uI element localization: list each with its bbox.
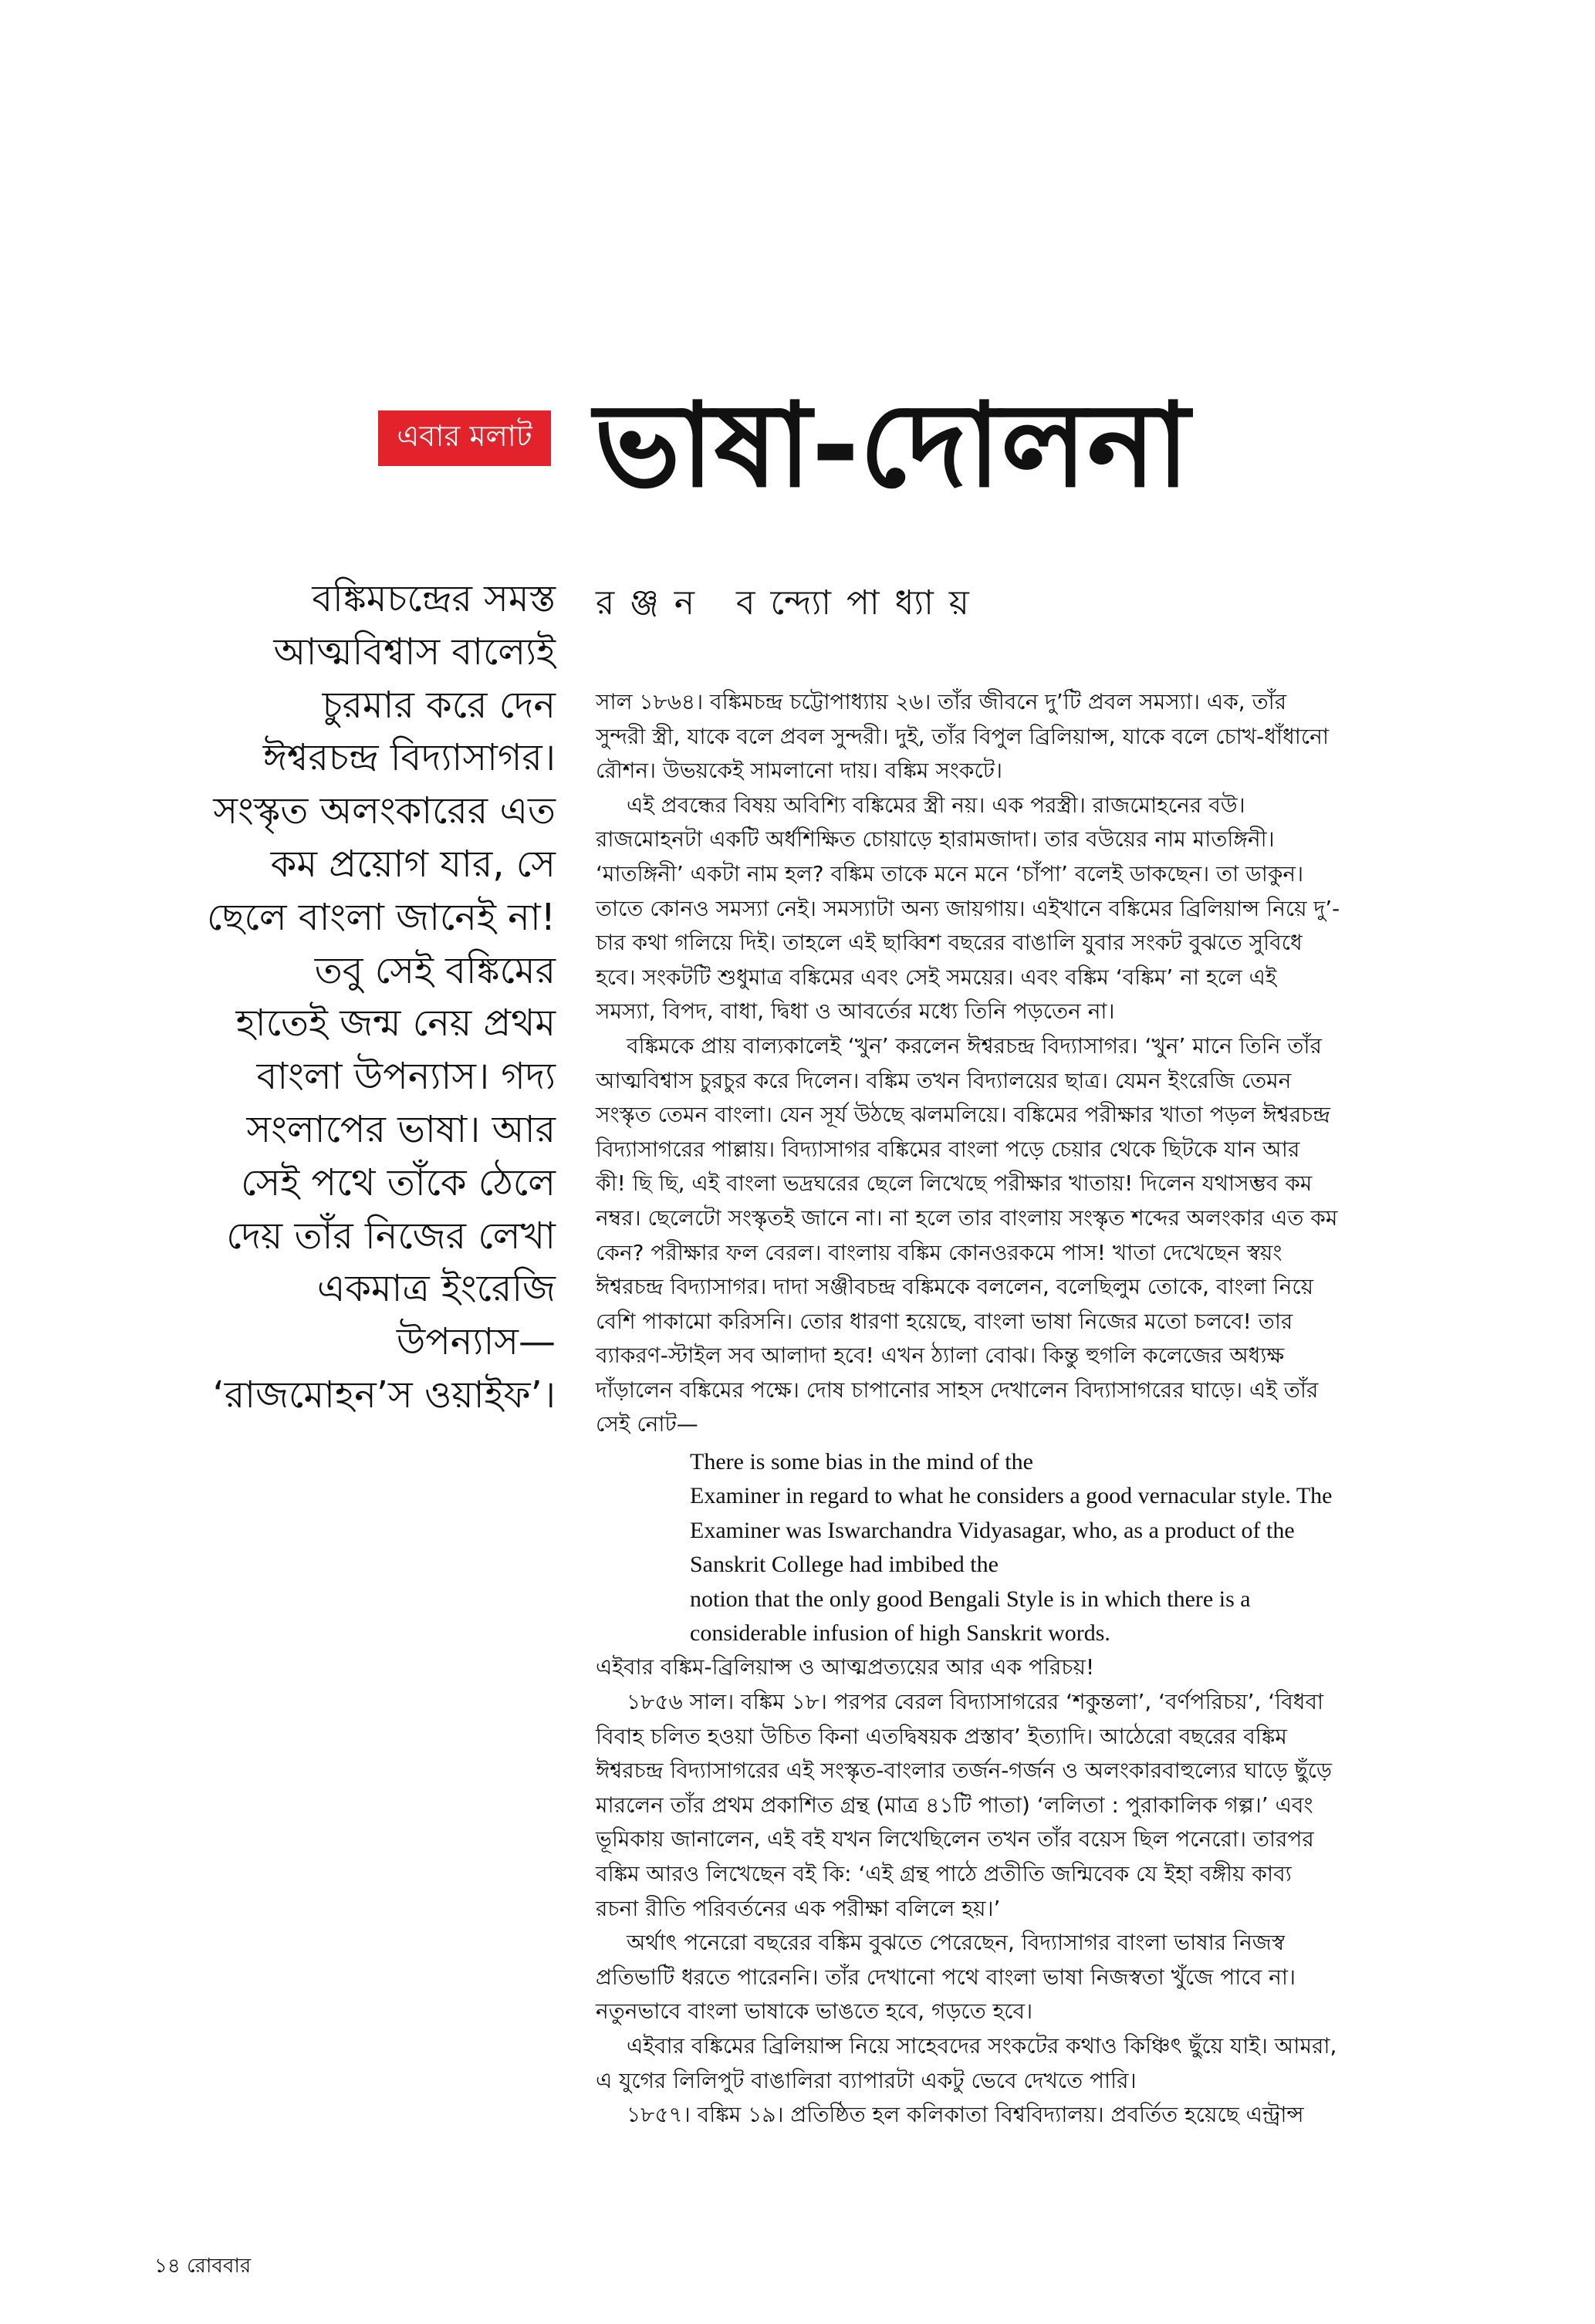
pull-quote-line: সংস্কৃত অলংকারের এত [213, 789, 556, 833]
quote-line: Sanskrit College had imbibed the [690, 1552, 999, 1578]
pull-quote-line: দেয় তাঁর নিজের লেখা [226, 1214, 556, 1258]
text-line: মারলেন তাঁর প্রথম প্রকাশিত গ্রন্থ (মাত্র ৪১টি পাতা) ‘ললিতা : পুরাকালিক গল্প।’ এবং [596, 1792, 1313, 1818]
article-title: ভাষা-দোলনা [594, 379, 1190, 513]
paragraph [596, 685, 1421, 789]
text-line: ‘মাতঙ্গিনী’ একটা নাম হল? বঙ্কিম তাকে মনে মনে ‘চাঁপা’ বলেই ডাকছেন। তা ডাকুন। [596, 860, 1304, 887]
text-line: বঙ্কিম আরও লিখেছেন বই কি: ‘এই গ্রন্থ পাঠে প্রতীতি জন্মিবেক যে ইহা বঙ্গীয় কাব্য [596, 1860, 1292, 1887]
text-line: বিবাহ চলিত হওয়া উচিত কিনা এতদ্বিষয়ক প্রস্তাব’ ইত্যাদি। আঠেরো বছরের বঙ্কিম [596, 1723, 1287, 1749]
pull-quote-line: একমাত্র ইংরেজি [316, 1267, 556, 1311]
text-line: কী! ছি ছি, এই বাংলা ভদ্রঘরের ছেলে লিখেছে পরীক্ষার খাতায়! দিলেন যথাসম্ভব কম [596, 1170, 1313, 1197]
pull-quote [154, 573, 556, 1422]
quote-line: considerable infusion of high Sanskrit words. [690, 1620, 1110, 1647]
text-line: ঈশ্বরচন্দ্র বিদ্যাসাগর। দাদা সঞ্জীবচন্দ্র বঙ্কিমকে বললেন, বলেছিলুম তোকে, বাংলা নিয়ে [596, 1274, 1314, 1300]
author-byline: রঞ্জন বন্দ্যোপাধ্যায় [596, 583, 985, 623]
text-line: রৌশন। উভয়কেই সামলানো দায়। বঙ্কিম সংকটে। [596, 758, 1003, 784]
text-line: রচনা রীতি পরিবর্তনের এক পরীক্ষা বলিলে হয়।’ [596, 1895, 1001, 1921]
pull-quote-line: বঙ্কিমচন্দ্রের সমস্ত [312, 577, 556, 620]
text-line: দাঁড়ালেন বঙ্কিমের পক্ষে। দোষ চাপানোর সাহস দেখালেন বিদ্যাসাগরের ঘাড়ে। এই তাঁর [596, 1376, 1319, 1403]
paragraph [596, 1926, 1421, 2029]
text-line: সংস্কৃত তেমন বাংলা। যেন সূর্য উঠছে ঝলমলিয়ে। বঙ্কিমের পরীক্ষার খাতা পড়ল ঈশ্বরচন্দ্র [596, 1102, 1330, 1128]
pull-quote-line: আত্মবিশ্বাস বাল্যেই [273, 630, 556, 674]
text-line: নম্বর। ছেলেটো সংস্কৃতই জানে না। না হলে তার বাংলায় সংস্কৃত শব্দের অলংকার এত কম [596, 1204, 1338, 1231]
paragraph [596, 1650, 1421, 1685]
page-footer: ১৪ রোববার [154, 2255, 252, 2278]
paragraph [596, 2029, 1421, 2098]
pull-quote-line: বাংলা উপন্যাস। গদ্য [256, 1055, 556, 1099]
text-line: ঈশ্বরচন্দ্র বিদ্যাসাগরের এই সংস্কৃত-বাংলার তর্জন-গর্জন ও অলংকারবাহুল্যের ঘাড়ে ছুঁড়ে [596, 1758, 1332, 1784]
text-line: সেই নোট— [596, 1411, 698, 1437]
text-line: বিদ্যাসাগরের পাল্লায়। বিদ্যাসাগর বঙ্কিমের বাংলা পড়ে চেয়ার থেকে ছিটকে যান আর [596, 1136, 1300, 1162]
pull-quote-line: তবু সেই বঙ্কিমের [314, 948, 556, 992]
text-line: নতুনভাবে বাংলা ভাষাকে ভাঙতে হবে, গড়তে হবে। [596, 1998, 1033, 2025]
text-line: বঙ্কিমকে প্রায় বাল্যকালেই ‘খুন’ করলেন ঈশ্বরচন্দ্র বিদ্যাসাগর। ‘খুন’ মানে তিনি তাঁর [627, 1032, 1322, 1059]
quote-line: Examiner in regard to what he considers a good vernacular style. The [690, 1483, 1333, 1509]
text-line: সাল ১৮৬৪। বঙ্কিমচন্দ্র চট্টোপাধ্যায় ২৬। তাঁর জীবনে দু’টি প্রবল সমস্যা। এক, তাঁর [596, 689, 1287, 714]
pull-quote-line: ঈশ্বরচন্দ্র বিদ্যাসাগর। [262, 736, 556, 780]
text-line: প্রতিভাটি ধরতে পারেননি। তাঁর দেখানো পথে বাংলা ভাষা নিজস্বতা খুঁজে পাবে না। [596, 1964, 1296, 1990]
pull-quote-line: সংলাপের ভাষা। আর [246, 1107, 556, 1151]
text-line: সমস্যা, বিপদ, বাধা, দ্বিধা ও আবর্তের মধ্যে তিনি পড়তেন না। [596, 998, 1115, 1025]
quote-line: Examiner was Iswarchandra Vidyasagar, who, as a product of the [690, 1517, 1295, 1543]
section-label: এবার মলাট [378, 410, 551, 466]
quote-line: notion that the only good Bengali Style is in which there is a [690, 1586, 1251, 1612]
text-line: অর্থাৎ পনেরো বছরের বঙ্কিম বুঝতে পেরেছেন, বিদ্যাসাগর বাংলা ভাষার নিজস্ব [627, 1930, 1285, 1956]
article-body [596, 685, 1421, 2133]
text-line: ১৮৫৬ সাল। বঙ্কিম ১৮। পরপর বেরল বিদ্যাসাগরের ‘শকুন্তলা’, ‘বর্ণপরিচয়’, ‘বিধবা [627, 1689, 1324, 1714]
text-line: তাতে কোনও সমস্যা নেই। সমস্যাটা অন্য জায়গায়। এইখানে বঙ্কিমের ব্রিলিয়ান্স নিয়ে দু’- [596, 895, 1340, 921]
pull-quote-line: সেই পথে তাঁকে ঠেলে [241, 1160, 556, 1204]
text-line: এ যুগের লিলিপুট বাঙালিরা ব্যাপারটা একটু ভেবে দেখতে পারি। [596, 2067, 1137, 2093]
paragraph [596, 1029, 1421, 1442]
text-line: সুন্দরী স্ত্রী, যাকে বলে প্রবল সুন্দরী। দুই, তাঁর বিপুল ব্রিলিয়ান্স, যাকে বলে চোখ-ধাঁধানো [596, 723, 1329, 749]
pull-quote-line: হাতেই জন্ম নেয় প্রথম [235, 1002, 556, 1045]
pull-quote-line: ‘রাজমোহন’স ওয়াইফ’। [212, 1373, 556, 1417]
text-line: চার কথা গলিয়ে দিই। তাহলে এই ছাব্বিশ বছরের বাঙালি যুবার সংকট বুঝতে সুবিধে [596, 930, 1303, 956]
paragraph [596, 789, 1421, 1029]
text-line: রাজমোহনটা একটি অর্ধশিক্ষিত চোয়াড়ে হারামজাদা। তার বউয়ের নাম মাতঙ্গিনী। [596, 826, 1275, 853]
paragraph [596, 2098, 1421, 2133]
text-line: এইবার বঙ্কিম-ব্রিলিয়ান্স ও আত্মপ্রত্যয়ের আর এক পরিচয়! [596, 1654, 1095, 1681]
pull-quote-line: উপন্যাস— [396, 1320, 556, 1364]
english-quote [690, 1445, 1421, 1650]
text-line: এই প্রবন্ধের বিষয় অবিশ্যি বঙ্কিমের স্ত্রী নয়। এক পরস্ত্রী। রাজমোহনের বউ। [627, 792, 1245, 818]
text-line: কেন? পরীক্ষার ফল বেরল। বাংলায় বঙ্কিম কোনওরকমে পাস! খাতা দেখেছেন স্বয়ং [596, 1239, 1282, 1265]
text-line: বেশি পাকামো করিসনি। তোর ধারণা হয়েছে, বাংলা ভাষা নিজের মতো চলবে! তার [596, 1308, 1293, 1334]
paragraph [596, 1685, 1421, 1926]
text-line: এইবার বঙ্কিমের ব্রিলিয়ান্স নিয়ে সাহেবদের সংকটের কথাও কিঞ্চিৎ ছুঁয়ে যাই। আমরা, [627, 2032, 1337, 2059]
text-line: আত্মবিশ্বাস চুরচুর করে দিলেন। বঙ্কিম তখন বিদ্যালয়ের ছাত্র। যেমন ইংরেজি তেমন [596, 1067, 1292, 1093]
pull-quote-line: কম প্রয়োগ যার, সে [270, 842, 556, 886]
text-line: ভূমিকায় জানালেন, এই বই যখন লিখেছিলেন তখন তাঁর বয়েস ছিল পনেরো। তারপর [596, 1826, 1314, 1853]
pull-quote-line: চুরমার করে দেন [322, 683, 556, 727]
text-line: হবে। সংকটটি শুধুমাত্র বঙ্কিমের এবং সেই সময়ের। এবং বঙ্কিম ‘বঙ্কিম’ না হলে এই [596, 964, 1277, 990]
text-line: ব্যাকরণ-স্টাইল সব আলাদা হবে! এখন ঠ্যালা বোঝ। কিন্তু হুগলি কলেজের অধ্যক্ষ [596, 1343, 1285, 1369]
pull-quote-line: ছেলে বাংলা জানেই না! [207, 895, 556, 939]
text-line: ১৮৫৭। বঙ্কিম ১৯। প্রতিষ্ঠিত হল কলিকাতা বিশ্ববিদ্যালয়। প্রবর্তিত হয়েছে এন্ট্রান্স [627, 2102, 1304, 2128]
quote-line: There is some bias in the mind of the [690, 1449, 1033, 1475]
